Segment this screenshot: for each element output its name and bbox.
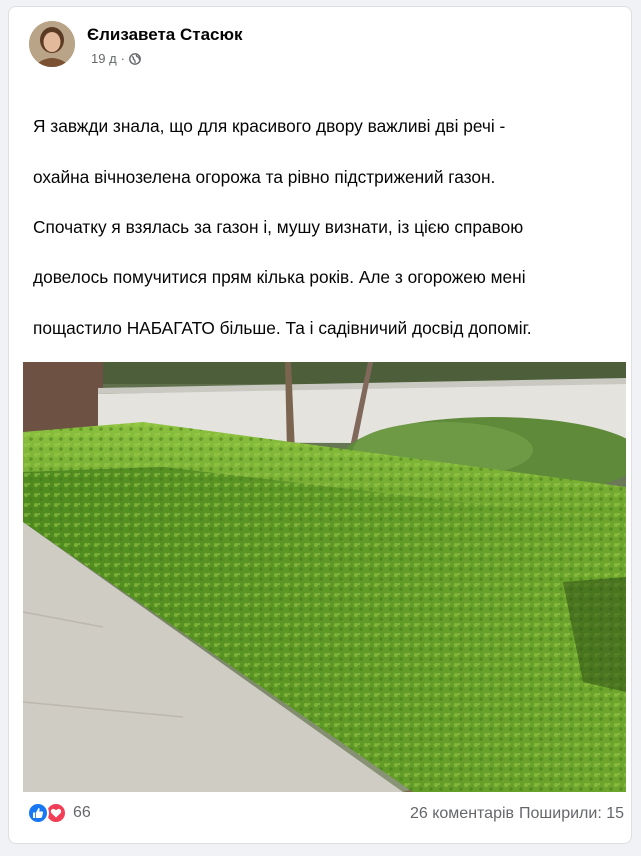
post-text-line: пощастило НАБАГАТО більше. Та і садівничий досвід допоміг. (33, 317, 532, 338)
meta-separator: · (120, 51, 126, 66)
reactions-summary[interactable] (27, 802, 91, 824)
post-text-line: охайна вічнозелена огорожа та рівно підстрижений газон. (33, 166, 496, 187)
comments-count-link[interactable]: 26 коментарів (409, 805, 515, 822)
engagement-stats (410, 805, 624, 823)
shares-count-link[interactable]: Поширили: 15 (519, 805, 624, 822)
post-text-line: Я завжди знала, що для красивого двору важливі дві речі - (33, 116, 506, 137)
post-header (29, 19, 609, 79)
like-icon (27, 802, 49, 824)
globe-icon (129, 53, 141, 65)
post-text-line: Спочатку я взялась за газон і, мушу визнати, із цією справою (33, 217, 524, 238)
post-time[interactable]: 19 д (91, 51, 117, 66)
author-name[interactable]: Єлизавета Стасюк (87, 25, 243, 44)
author-avatar[interactable] (29, 21, 75, 67)
post-meta (91, 51, 141, 66)
post-text-line: довелось помучитися прям кілька років. Але з огорожею мені (33, 267, 526, 288)
reaction-count: 66 (73, 804, 91, 821)
post-card (8, 6, 632, 844)
post-footer (23, 799, 626, 829)
post-photo[interactable] (23, 362, 626, 792)
